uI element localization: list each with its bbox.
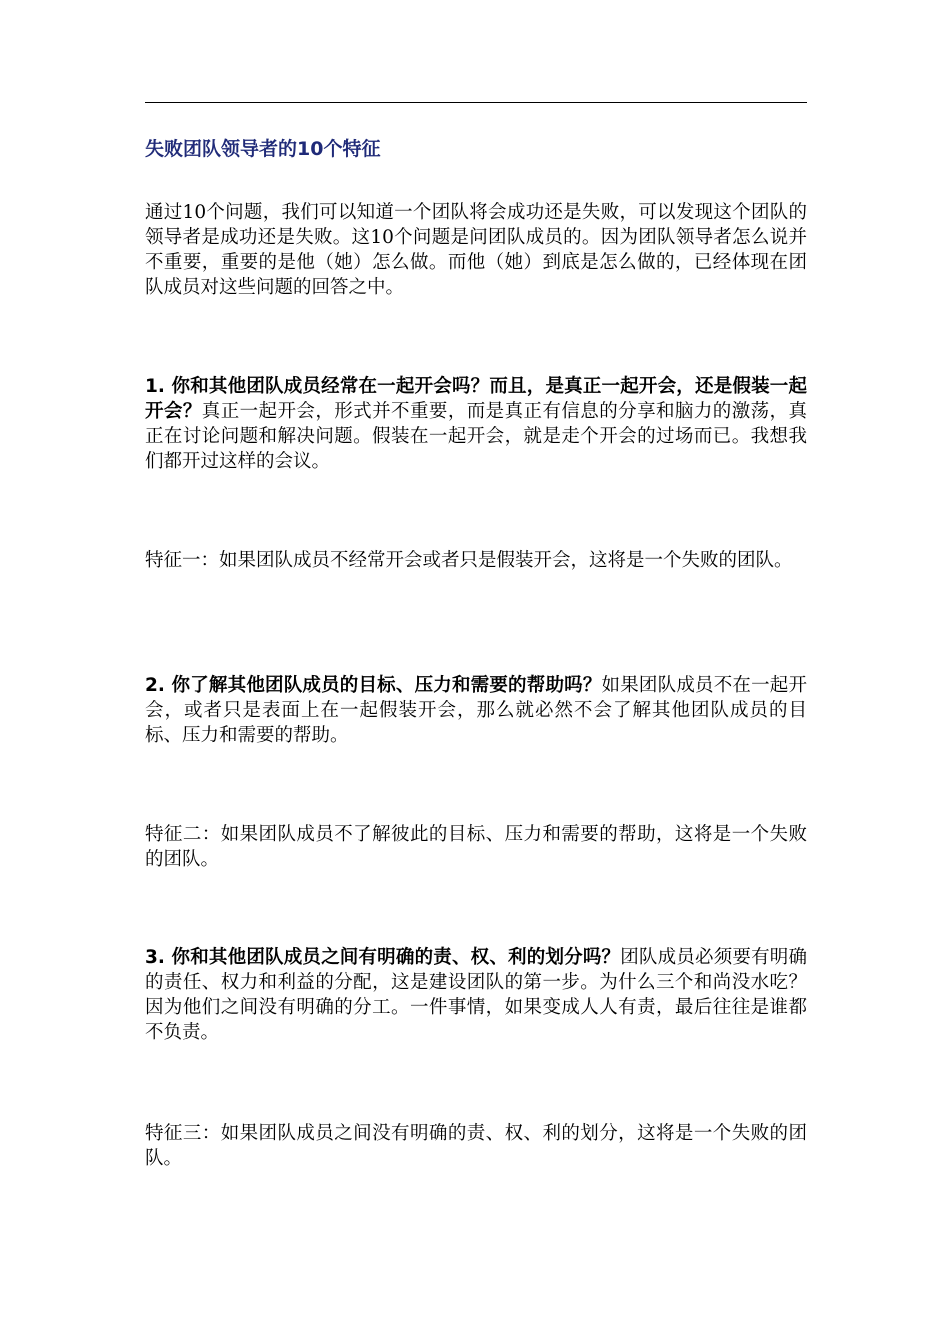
question-2-text: 2. 你了解其他团队成员的目标、压力和需要的帮助吗？ — [145, 675, 602, 696]
feature-3-paragraph: 特征三：如果团队成员之间没有明确的责、权、利的划分，这将是一个失败的团队。 — [145, 1123, 807, 1169]
header-rule — [145, 102, 807, 103]
question-2-paragraph — [145, 673, 807, 748]
feature-2-paragraph: 特征二：如果团队成员不了解彼此的目标、压力和需要的帮助，这将是一个失败的团队。 — [145, 824, 807, 870]
question-3-paragraph — [145, 945, 807, 1045]
question-1-paragraph — [145, 374, 807, 474]
feature-1-paragraph: 特征一：如果团队成员不经常开会或者只是假装开会，这将是一个失败的团队。 — [145, 550, 793, 571]
question-3-text: 3. 你和其他团队成员之间有明确的责、权、利的划分吗？ — [145, 947, 621, 968]
question-3-answer: 团队成员必须要有明确的责任、权力和利益的分配，这是建设团队的第一步。为什么三个和尚没水吃？因为他们之间没有明确的分工。一件事情，如果变成人人有责，最后往往是谁都不负责。 — [145, 947, 807, 1043]
intro-paragraph: 通过10个问题，我们可以知道一个团队将会成功还是失败，可以发现这个团队的领导者是成功还是失败。这10个问题是问团队成员的。因为团队领导者怎么说并不重要，重要的是他（她）怎么做。而他（她）到底是怎么做的，已经体现在团队成员对这些问题的回答之中。 — [145, 202, 807, 298]
question-2-answer: 如果团队成员不在一起开会，或者只是表面上在一起假装开会，那么就必然不会了解其他团队成员的目标、压力和需要的帮助。 — [145, 675, 807, 746]
document-title: 失败团队领导者的10个特征 — [145, 138, 381, 160]
question-1-answer: 真正一起开会，形式并不重要，而是真正有信息的分享和脑力的激荡，真正在讨论问题和解决问题。假装在一起开会，就是走个开会的过场而已。我想我们都开过这样的会议。 — [145, 401, 807, 472]
question-1-text: 1. 你和其他团队成员经常在一起开会吗？而且，是真正一起开会，还是假装一起开会？ — [145, 376, 807, 422]
